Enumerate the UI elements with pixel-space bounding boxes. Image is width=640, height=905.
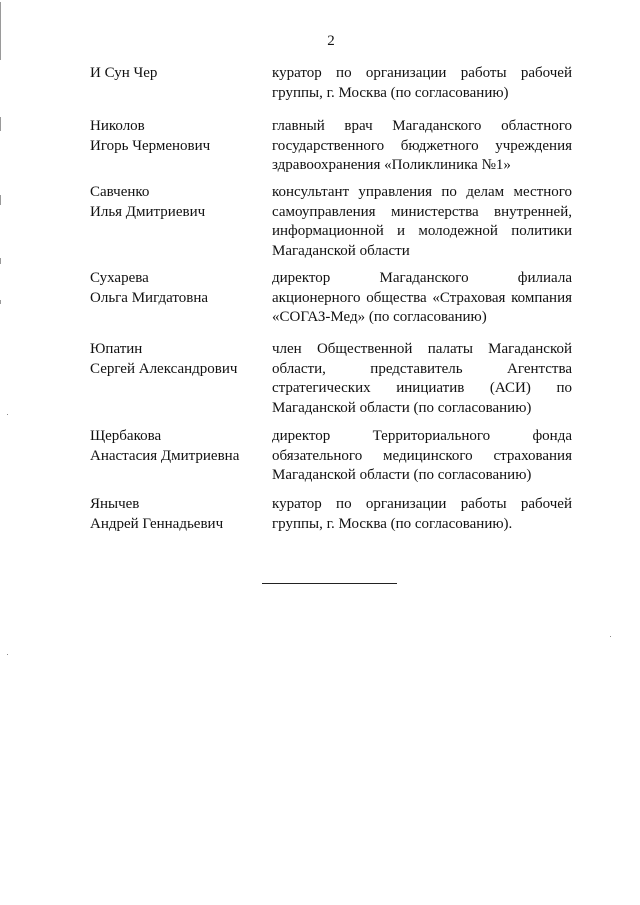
member-role-line: куратор по организации работы рабочей	[272, 65, 572, 81]
member-role-line: Магаданской области (по согласованию)	[272, 399, 532, 416]
member-role	[272, 269, 572, 328]
member-surname: Савченко	[90, 184, 150, 200]
member-role	[272, 183, 572, 261]
member-role-line: куратор по организации работы рабочей	[272, 496, 572, 512]
member-role-line: директор Территориального фонда	[272, 428, 572, 444]
member-surname: Янычев	[90, 496, 140, 512]
member-name	[90, 427, 265, 466]
member-given-names: Ольга Мигдатовна	[90, 289, 209, 306]
scan-speck	[7, 654, 8, 655]
member-given-names: Андрей Геннадьевич	[90, 515, 224, 532]
member-role	[272, 427, 572, 486]
member-role-line: «СОГАЗ-Мед» (по согласованию)	[272, 309, 487, 325]
member-role-line: группы, г. Москва (по согласованию).	[272, 515, 513, 532]
member-given-names: Анастасия Дмитриевна	[90, 447, 240, 464]
member-role-line: здравоохранения «Поликлиника №1»	[272, 157, 511, 173]
member-surname: Сухарева	[90, 270, 149, 286]
scan-speck	[610, 636, 611, 637]
member-surname: И Сун Чер	[90, 65, 158, 81]
scan-margin-mark	[0, 117, 1, 131]
member-role-line: акционерного общества «Страховая компания	[272, 289, 572, 306]
member-name	[90, 183, 265, 222]
scan-speck	[7, 414, 8, 415]
member-role-line: стратегических инициатив (АСИ) по	[272, 380, 572, 396]
member-role-line: Магаданской области (по согласованию)	[272, 467, 532, 483]
member-role-line: консультант управления по делам местного	[272, 184, 572, 200]
member-surname: Николов	[90, 118, 145, 134]
member-name	[90, 269, 265, 308]
member-role	[272, 64, 572, 103]
member-role-line: главный врач Магаданского областного	[272, 118, 572, 134]
closing-rule	[262, 583, 397, 584]
member-name	[90, 64, 265, 84]
member-role-line: группы, г. Москва (по согласованию)	[272, 84, 509, 101]
member-given-names: Сергей Александрович	[90, 360, 238, 377]
page-number: 2	[327, 33, 335, 49]
scan-margin-mark	[0, 300, 1, 304]
member-role-line: директор Магаданского филиала	[272, 270, 572, 286]
member-name	[90, 117, 265, 156]
scan-margin-mark	[0, 2, 1, 60]
member-role	[272, 340, 572, 418]
member-role-line: обязательного медицинского страхования	[272, 447, 572, 464]
member-role-line: самоуправления министерства внутренней,	[272, 203, 572, 220]
member-role-line: области, представитель Агентства	[272, 360, 572, 377]
member-name	[90, 495, 265, 534]
member-surname: Щербакова	[90, 428, 162, 444]
member-given-names: Илья Дмитриевич	[90, 203, 206, 220]
member-role-line: информационной и молодежной политики	[272, 223, 572, 239]
member-given-names: Игорь Черменович	[90, 137, 211, 154]
member-name	[90, 340, 265, 379]
scan-margin-mark	[0, 258, 1, 264]
scan-margin-mark	[0, 195, 1, 205]
member-role-line: государственного бюджетного учреждения	[272, 137, 572, 154]
member-surname: Юпатин	[90, 341, 143, 357]
member-role	[272, 495, 572, 534]
member-role-line: член Общественной палаты Магаданской	[272, 341, 572, 357]
member-role	[272, 117, 572, 176]
member-role-line: Магаданской области	[272, 242, 410, 259]
